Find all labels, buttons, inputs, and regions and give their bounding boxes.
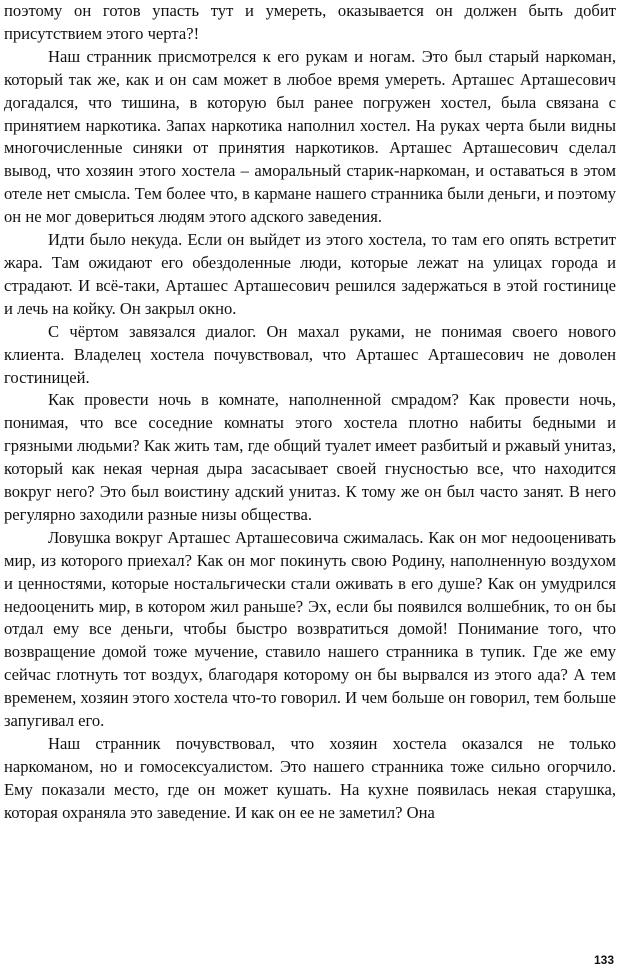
page-body-text (4, 0, 616, 825)
paragraph: Наш странник присмотрелся к его рукам и ногам. Это был старый наркоман, который так же, как и он сам может в любое время умереть. Арташес Арташесович догадался, что тишина, в которую был ранее погружен хостел, была связана с принятием наркотика. Запах наркотика наполнил хостел. На руках черта были видны многочисленные синяки от принятия наркотиков. Арташес Арташесович сделал вывод, что хозяин этого хостела – аморальный старик-наркоман, и оставаться в этом отеле нет смысла. Тем более что, в кармане нашего странника были деньги, и поэтому он не мог довериться людям этого адского заведения. (4, 46, 616, 227)
paragraph: С чёртом завязался диалог. Он махал руками, не понимая своего нового клиента. Владелец хостела почувствовал, что Арташес Арташесович не доволен гостиницей. (4, 321, 616, 387)
paragraph: Идти было некуда. Если он выйдет из этого хостела, то там его опять встретит жара. Там ожидают его обездоленные люди, которые лежат на улицах города и страдают. И всё-таки, Арташес Арташесович решился задержаться в этой гостинице и лечь на койку. Он закрыл окно. (4, 230, 616, 318)
paragraph-continuation: поэтому он готов упасть тут и умереть, оказывается он должен быть добит присутствием этого черта?! (4, 1, 616, 43)
paragraph: Как провести ночь в комнате, наполненной смрадом? Как провести ночь, понимая, что все соседние комнаты этого хостела плотно набиты бедными и грязными людьми? Как жить там, где общий туалет имеет разбитый и ржавый унитаз, который как некая черная дыра засасывает своей гнусностью все, что находится вокруг него? Это был воистину адский унитаз. К тому же он был часто занят. В него регулярно заходили разные низы общества. (4, 390, 616, 524)
paragraph: Ловушка вокруг Арташес Арташесовича сжималась. Как он мог недооценивать мир, из которого приехал? Как он мог покинуть свою Родину, наполненную воздухом и ценностями, которые ностальгически стали оживать в его душе? Как он умудрился недооценить мир, в котором жил раньше? Эх, если бы появился волшебник, то он бы отдал ему все деньги, чтобы быстро возвратиться домой! Понимание того, что возвращение домой тоже мучение, ставило нашего странника в тупик. Где же ему сейчас глотнуть тот воздух, благодаря которому он бы вырвался из этого ада? А тем временем, хозяин этого хостела что-то говорил. И чем больше он говорил, тем больше запугивал его. (4, 527, 616, 731)
paragraph: Наш странник почувствовал, что хозяин хостела оказался не только наркоманом, но и гомосексуалистом. Это нашего странника тоже сильно огорчило. Ему показали место, где он может кушать. На кухне появилась некая старушка, которая охраняла это заведение. И как он ее не заметил? Она (4, 734, 616, 822)
page-number: 133 (593, 953, 614, 967)
book-page (4, 0, 618, 975)
